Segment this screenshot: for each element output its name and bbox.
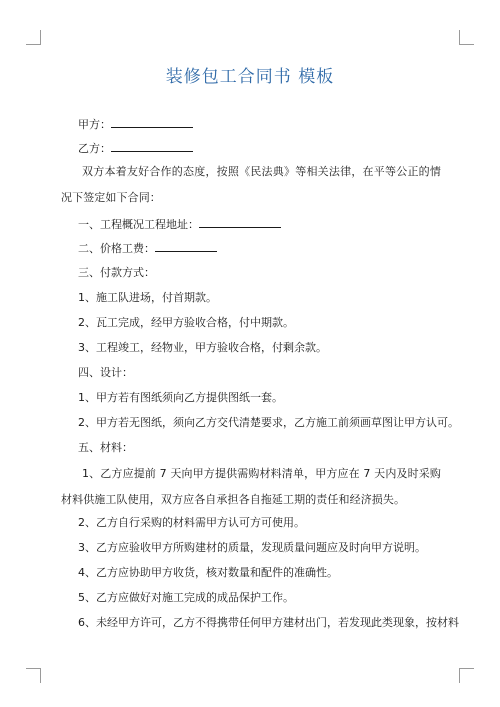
section-3-heading: 三、付款方式： bbox=[78, 266, 155, 279]
section-1-heading: 一、工程概况工程地址： bbox=[78, 218, 199, 231]
party-b-blank bbox=[111, 141, 193, 152]
section-5-heading: 五、材料： bbox=[78, 441, 133, 454]
section-1-line bbox=[78, 217, 440, 232]
section-4-heading: 四、设计： bbox=[78, 366, 133, 379]
payment-item-1: 1、施工队进场，付首期款。 bbox=[78, 291, 217, 304]
crop-mark-top-left bbox=[26, 30, 41, 45]
material-item-1: 1、乙方应提前 7 天向甲方提供需购材料清单，甲方应在 7 天内及时采购材料供施工队使用，双方应各自承担各自拖延工期的责任和经济损失。 bbox=[61, 467, 441, 506]
party-b-label: 乙方： bbox=[78, 142, 111, 155]
material-item-6: 6、未经甲方许可，乙方不得携带任何甲方建材出门，若发现此类现象，按材料 bbox=[78, 616, 459, 629]
price-blank bbox=[155, 241, 217, 252]
address-blank bbox=[199, 217, 281, 228]
section-2-heading: 二、价格工费： bbox=[78, 242, 155, 255]
crop-mark-bottom-right bbox=[459, 668, 474, 683]
payment-item-2: 2、瓦工完成，经甲方验收合格，付中期款。 bbox=[78, 316, 294, 329]
payment-item-3: 3、工程竣工，经物业，甲方验收合格，付剩余款。 bbox=[78, 341, 327, 354]
party-b-line bbox=[78, 141, 440, 156]
party-a-line bbox=[78, 117, 440, 132]
material-item-5: 5、乙方应做好对施工完成的成品保护工作。 bbox=[78, 591, 294, 604]
preamble-paragraph: 双方本着友好合作的态度，按照《民法典》等相关法律，在平等公正的情况下签定如下合同： bbox=[61, 165, 441, 204]
design-item-2: 2、甲方若无图纸，须向乙方交代清楚要求，乙方施工前须画草图让甲方认可。 bbox=[78, 416, 459, 429]
crop-mark-bottom-left bbox=[26, 668, 41, 683]
party-a-label: 甲方： bbox=[78, 118, 111, 131]
material-item-2: 2、乙方自行采购的材料需甲方认可方可使用。 bbox=[78, 516, 305, 529]
material-item-3: 3、乙方应验收甲方所购建材的质量，发现质量问题应及时向甲方说明。 bbox=[78, 541, 426, 554]
section-2-line bbox=[78, 241, 440, 256]
material-item-4: 4、乙方应协助甲方收货，核对数量和配件的准确性。 bbox=[78, 566, 338, 579]
crop-mark-top-right bbox=[459, 30, 474, 45]
party-a-blank bbox=[111, 117, 193, 128]
design-item-1: 1、甲方若有图纸须向乙方提供图纸一套。 bbox=[78, 391, 283, 404]
document-title: 装修包工合同书 模板 bbox=[165, 67, 335, 87]
